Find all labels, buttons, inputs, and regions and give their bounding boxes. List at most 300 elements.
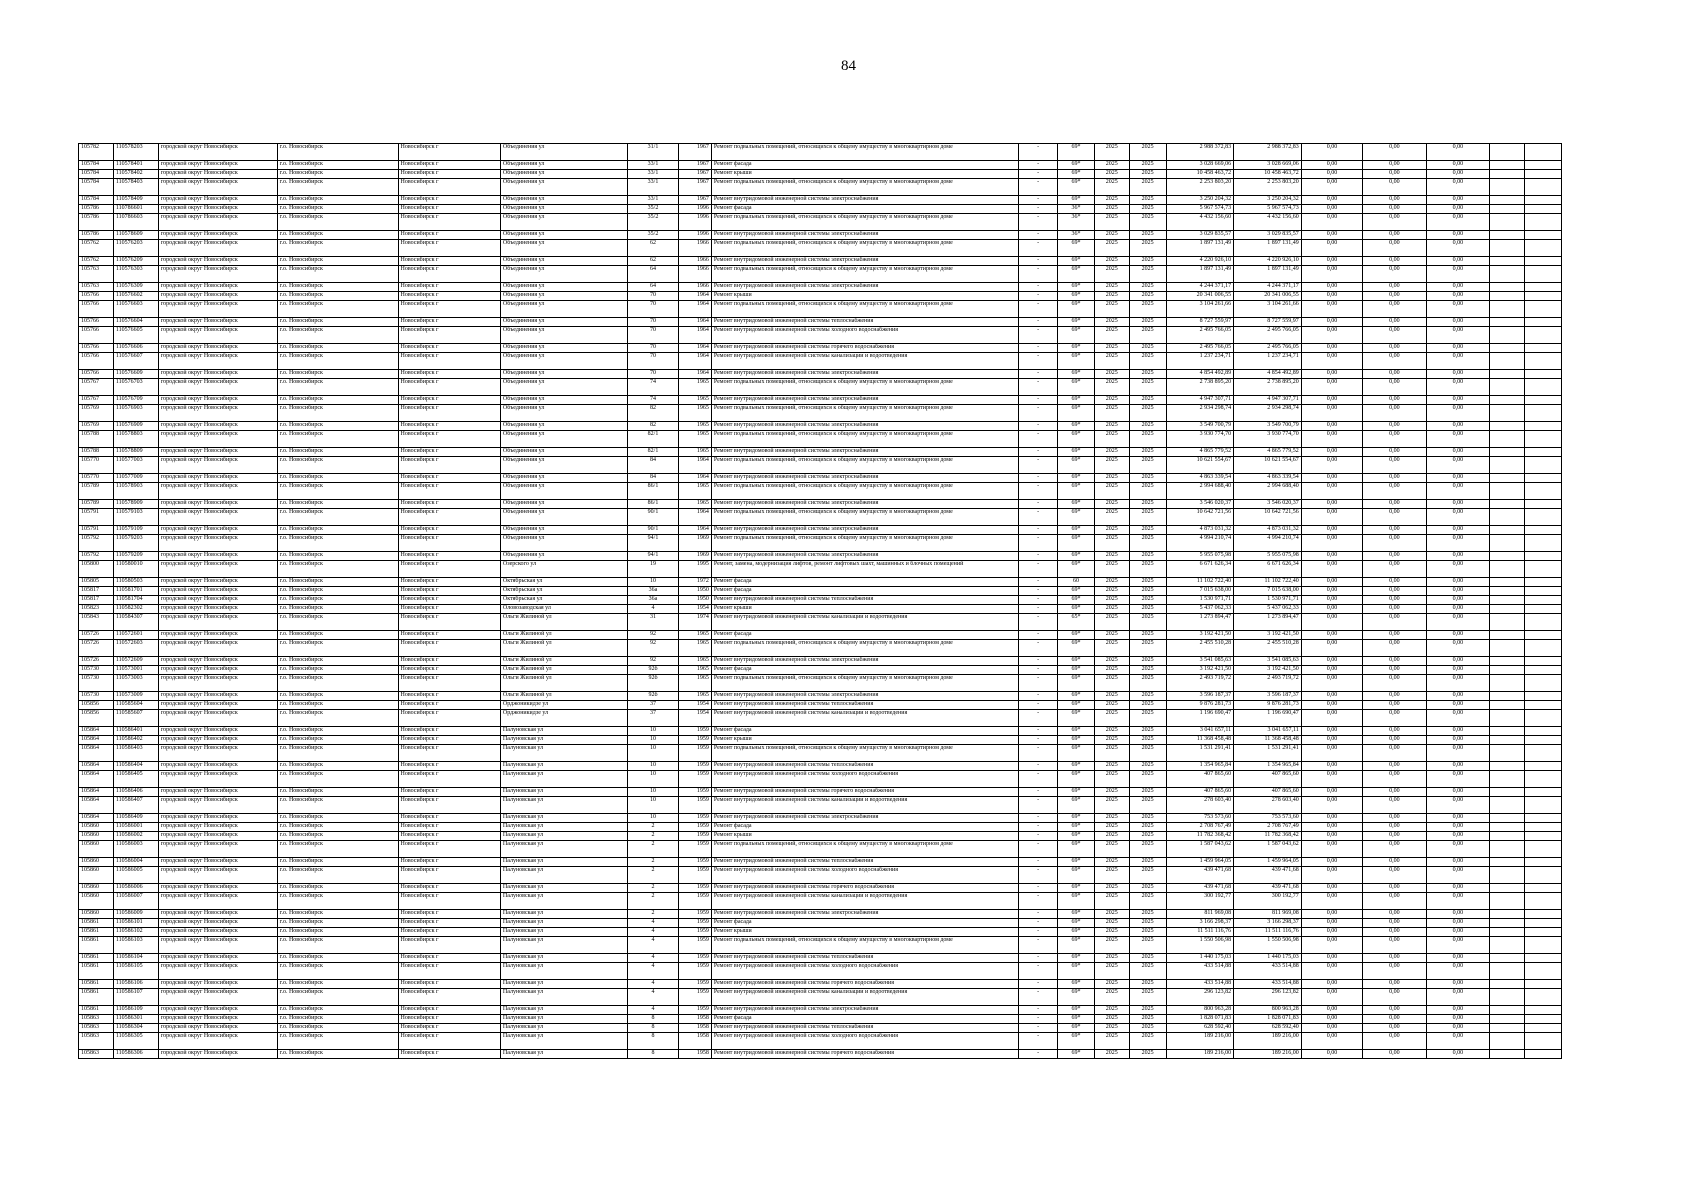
cell-cost-budget-1: 0,00 [1301, 841, 1362, 858]
cell-dash: - [1019, 710, 1058, 727]
cell-cost-budget-2: 0,00 [1363, 640, 1426, 657]
cell-work-id: 110576605 [113, 327, 158, 344]
cell-cost-other: 0,00 [1426, 448, 1489, 457]
capital-repair-table-sheet [78, 143, 1562, 1059]
cell-settlement: г.о. Новосибирск [277, 205, 398, 214]
cell-build-year: 1954 [679, 710, 712, 727]
cell-build-year: 1964 [679, 370, 712, 379]
cell-plan-year-end: 2025 [1129, 266, 1166, 283]
cell-cost-other: 0,00 [1426, 771, 1489, 788]
cell-house-id: 105861 [79, 980, 114, 989]
cell-settlement: г.о. Новосибирск [277, 675, 398, 692]
table-row [79, 240, 1562, 257]
cell-house-id: 105789 [79, 500, 114, 509]
table-row [79, 179, 1562, 196]
cell-work-id: 110578409 [113, 196, 158, 205]
cell-cost-fund: 10 642 721,56 [1234, 509, 1302, 526]
cell-work-id: 110578609 [113, 231, 158, 240]
cell-cost-other: 0,00 [1426, 301, 1489, 318]
cell-street: Объединения ул [500, 379, 627, 396]
cell-plan-year-start: 2025 [1094, 797, 1129, 814]
cell-plan-year-end: 2025 [1129, 144, 1166, 161]
cell-house-number: 36а [627, 587, 678, 596]
cell-plan-year-start: 2025 [1094, 396, 1129, 405]
table-row [79, 231, 1562, 240]
cell-city: Новосибирск г [398, 596, 500, 605]
cell-cost-fund: 3 930 774,70 [1234, 431, 1302, 448]
cell-cost-fund: 1 273 894,47 [1234, 614, 1302, 631]
cell-street: Палуновская ул [500, 745, 627, 762]
cell-house-id: 105860 [79, 823, 114, 832]
cell-work-id: 110578903 [113, 483, 158, 500]
cell-cost-other: 0,00 [1426, 327, 1489, 344]
cell-city: Новосибирск г [398, 1015, 500, 1024]
cell-dash: - [1019, 535, 1058, 552]
cell-cost-fund: 3 250 204,32 [1234, 196, 1302, 205]
cell-cost-fund: 2 495 766,05 [1234, 344, 1302, 353]
cell-settlement: г.о. Новосибирск [277, 666, 398, 675]
cell-dash: - [1019, 353, 1058, 370]
cell-dash: - [1019, 526, 1058, 535]
cell-street: Объединения ул [500, 205, 627, 214]
cell-city: Новосибирск г [398, 526, 500, 535]
cell-cost-total: 5 967 574,73 [1166, 205, 1234, 214]
cell-city: Новосибирск г [398, 937, 500, 954]
cell-city: Новосибирск г [398, 353, 500, 370]
cell-cost-budget-1: 0,00 [1301, 867, 1362, 884]
cell-cost-budget-2: 0,00 [1363, 240, 1426, 257]
cell-cost-fund: 4 220 926,10 [1234, 257, 1302, 266]
cell-street: Палуновская ул [500, 832, 627, 841]
cell-plan-year-end: 2025 [1129, 963, 1166, 980]
cell-cost-budget-2: 0,00 [1363, 561, 1426, 578]
cell-municipality: городской округ Новосибирск [158, 919, 277, 928]
cell-settlement: г.о. Новосибирск [277, 788, 398, 797]
cell-plan-year-end: 2025 [1129, 405, 1166, 422]
cell-work-id: 110581704 [113, 596, 158, 605]
cell-street: Ольги Жилиной ул [500, 675, 627, 692]
cell-street: Объединения ул [500, 344, 627, 353]
cell-cost-other: 0,00 [1426, 231, 1489, 240]
cell-municipality: городской округ Новосибирск [158, 205, 277, 214]
cell-cost-budget-2: 0,00 [1363, 762, 1426, 771]
cell-cost-other: 0,00 [1426, 797, 1489, 814]
cell-plan-year-end: 2025 [1129, 980, 1166, 989]
table-row [79, 396, 1562, 405]
cell-wear-percent: 69* [1058, 640, 1095, 657]
cell-cost-other: 0,00 [1426, 431, 1489, 448]
cell-wear-percent: 69* [1058, 727, 1095, 736]
cell-street: Палуновская ул [500, 954, 627, 963]
cell-street: Объединения ул [500, 500, 627, 509]
cell-cost-total: 10 642 721,56 [1166, 509, 1234, 526]
cell-wear-percent: 69* [1058, 1033, 1095, 1050]
cell-plan-year-end: 2025 [1129, 614, 1166, 631]
cell-municipality: городской округ Новосибирск [158, 561, 277, 578]
cell-plan-year-end: 2025 [1129, 596, 1166, 605]
cell-settlement: г.о. Новосибирск [277, 1050, 398, 1059]
cell-house-id: 105856 [79, 701, 114, 710]
cell-wear-percent: 69* [1058, 474, 1095, 483]
cell-dash: - [1019, 692, 1058, 701]
cell-plan-year-start: 2025 [1094, 240, 1129, 257]
cell-dash: - [1019, 231, 1058, 240]
table-row [79, 841, 1562, 858]
cell-extra-2 [1524, 448, 1561, 457]
cell-cost-other: 0,00 [1426, 1050, 1489, 1059]
cell-municipality: городской округ Новосибирск [158, 701, 277, 710]
cell-dash: - [1019, 666, 1058, 675]
cell-cost-budget-2: 0,00 [1363, 231, 1426, 240]
cell-cost-other: 0,00 [1426, 396, 1489, 405]
cell-cost-total: 5 955 075,98 [1166, 552, 1234, 561]
cell-dash: - [1019, 257, 1058, 266]
cell-work-type: Ремонт внутридомовой инженерной системы горячего водоснабжения [711, 980, 1018, 989]
cell-plan-year-end: 2025 [1129, 457, 1166, 474]
cell-street: Объединения ул [500, 283, 627, 292]
cell-plan-year-start: 2025 [1094, 179, 1129, 196]
cell-house-id: 105864 [79, 797, 114, 814]
cell-build-year: 1950 [679, 587, 712, 596]
cell-settlement: г.о. Новосибирск [277, 327, 398, 344]
cell-municipality: городской округ Новосибирск [158, 1050, 277, 1059]
cell-extra-1 [1490, 797, 1525, 814]
cell-extra-2 [1524, 292, 1561, 301]
cell-work-type: Ремонт внутридомовой инженерной системы холодного водоснабжения [711, 867, 1018, 884]
cell-wear-percent: 69* [1058, 301, 1095, 318]
cell-plan-year-start: 2025 [1094, 814, 1129, 823]
cell-cost-fund: 433 514,88 [1234, 963, 1302, 980]
cell-plan-year-end: 2025 [1129, 736, 1166, 745]
cell-wear-percent: 69* [1058, 884, 1095, 893]
cell-wear-percent: 69* [1058, 841, 1095, 858]
cell-plan-year-start: 2025 [1094, 578, 1129, 587]
cell-cost-fund: 3 546 020,37 [1234, 500, 1302, 509]
cell-dash: - [1019, 919, 1058, 928]
cell-municipality: городской округ Новосибирск [158, 370, 277, 379]
cell-cost-fund: 439 471,68 [1234, 867, 1302, 884]
cell-house-number: 2 [627, 867, 678, 884]
capital-repair-table [78, 143, 1562, 1059]
cell-wear-percent: 69* [1058, 552, 1095, 561]
cell-city: Новосибирск г [398, 858, 500, 867]
cell-cost-total: 3 541 085,63 [1166, 657, 1234, 666]
cell-cost-budget-2: 0,00 [1363, 614, 1426, 631]
cell-settlement: г.о. Новосибирск [277, 457, 398, 474]
table-row [79, 170, 1562, 179]
cell-house-id: 105766 [79, 327, 114, 344]
cell-extra-2 [1524, 405, 1561, 422]
cell-city: Новосибирск г [398, 666, 500, 675]
cell-city: Новосибирск г [398, 266, 500, 283]
cell-cost-total: 10 621 554,67 [1166, 457, 1234, 474]
cell-cost-other: 0,00 [1426, 500, 1489, 509]
cell-settlement: г.о. Новосибирск [277, 483, 398, 500]
cell-house-number: 86/1 [627, 483, 678, 500]
cell-extra-2 [1524, 910, 1561, 919]
cell-cost-total: 3 041 657,11 [1166, 727, 1234, 736]
cell-municipality: городской округ Новосибирск [158, 762, 277, 771]
cell-cost-total: 1 237 234,71 [1166, 353, 1234, 370]
cell-cost-fund: 800 963,28 [1234, 1006, 1302, 1015]
cell-city: Новосибирск г [398, 422, 500, 431]
cell-house-number: 64 [627, 283, 678, 292]
cell-cost-total: 11 102 722,40 [1166, 578, 1234, 587]
cell-extra-2 [1524, 344, 1561, 353]
cell-build-year: 1958 [679, 1033, 712, 1050]
cell-wear-percent: 69* [1058, 457, 1095, 474]
cell-settlement: г.о. Новосибирск [277, 910, 398, 919]
cell-cost-budget-1: 0,00 [1301, 552, 1362, 561]
cell-wear-percent: 69* [1058, 596, 1095, 605]
table-row [79, 928, 1562, 937]
cell-extra-1 [1490, 727, 1525, 736]
cell-city: Новосибирск г [398, 587, 500, 596]
cell-build-year: 1965 [679, 640, 712, 657]
cell-settlement: г.о. Новосибирск [277, 727, 398, 736]
cell-cost-budget-1: 0,00 [1301, 301, 1362, 318]
cell-plan-year-end: 2025 [1129, 814, 1166, 823]
cell-street: Объединения ул [500, 170, 627, 179]
cell-plan-year-start: 2025 [1094, 867, 1129, 884]
cell-settlement: г.о. Новосибирск [277, 771, 398, 788]
cell-work-id: 110586403 [113, 745, 158, 762]
cell-dash: - [1019, 552, 1058, 561]
cell-cost-total: 3 596 187,37 [1166, 692, 1234, 701]
cell-work-id: 110786601 [113, 205, 158, 214]
cell-wear-percent: 69* [1058, 605, 1095, 614]
cell-work-id: 110576609 [113, 370, 158, 379]
cell-cost-budget-2: 0,00 [1363, 788, 1426, 797]
cell-municipality: городской округ Новосибирск [158, 179, 277, 196]
cell-extra-2 [1524, 196, 1561, 205]
cell-house-number: 70 [627, 344, 678, 353]
cell-house-number: 10 [627, 797, 678, 814]
cell-municipality: городской округ Новосибирск [158, 797, 277, 814]
cell-work-type: Ремонт внутридомовой инженерной системы горячего водоснабжения [711, 1050, 1018, 1059]
cell-street: Объединения ул [500, 483, 627, 500]
table-row [79, 1015, 1562, 1024]
cell-extra-2 [1524, 240, 1561, 257]
cell-cost-budget-2: 0,00 [1363, 587, 1426, 596]
cell-plan-year-start: 2025 [1094, 832, 1129, 841]
cell-work-type: Ремонт внутридомовой инженерной системы канализации и водоотведения [711, 989, 1018, 1006]
cell-cost-other: 0,00 [1426, 640, 1489, 657]
cell-cost-budget-2: 0,00 [1363, 910, 1426, 919]
cell-work-type: Ремонт внутридомовой инженерной системы электроснабжения [711, 1006, 1018, 1015]
cell-city: Новосибирск г [398, 771, 500, 788]
cell-plan-year-end: 2025 [1129, 474, 1166, 483]
cell-build-year: 1967 [679, 196, 712, 205]
cell-plan-year-end: 2025 [1129, 552, 1166, 561]
cell-work-id: 110586005 [113, 867, 158, 884]
cell-cost-other: 0,00 [1426, 405, 1489, 422]
cell-wear-percent: 69* [1058, 980, 1095, 989]
cell-municipality: городской округ Новосибирск [158, 614, 277, 631]
cell-municipality: городской округ Новосибирск [158, 954, 277, 963]
cell-extra-1 [1490, 771, 1525, 788]
cell-plan-year-end: 2025 [1129, 910, 1166, 919]
cell-city: Новосибирск г [398, 344, 500, 353]
cell-cost-budget-1: 0,00 [1301, 605, 1362, 614]
cell-house-number: 92б [627, 692, 678, 701]
cell-street: Ольги Жилиной ул [500, 692, 627, 701]
cell-cost-budget-1: 0,00 [1301, 596, 1362, 605]
cell-cost-budget-2: 0,00 [1363, 301, 1426, 318]
cell-cost-total: 11 368 458,48 [1166, 736, 1234, 745]
cell-city: Новосибирск г [398, 396, 500, 405]
cell-work-type: Ремонт внутридомовой инженерной системы канализации и водоотведения [711, 797, 1018, 814]
cell-build-year: 1959 [679, 937, 712, 954]
cell-plan-year-start: 2025 [1094, 301, 1129, 318]
cell-house-id: 105789 [79, 483, 114, 500]
cell-extra-1 [1490, 161, 1525, 170]
cell-cost-total: 1 897 131,49 [1166, 240, 1234, 257]
cell-cost-fund: 278 603,40 [1234, 797, 1302, 814]
table-row [79, 884, 1562, 893]
table-row [79, 457, 1562, 474]
cell-municipality: городской округ Новосибирск [158, 318, 277, 327]
cell-wear-percent: 69* [1058, 1024, 1095, 1033]
cell-cost-budget-2: 0,00 [1363, 771, 1426, 788]
cell-house-id: 105823 [79, 605, 114, 614]
cell-cost-budget-1: 0,00 [1301, 858, 1362, 867]
cell-build-year: 1965 [679, 431, 712, 448]
cell-wear-percent: 69* [1058, 405, 1095, 422]
cell-cost-other: 0,00 [1426, 814, 1489, 823]
cell-dash: - [1019, 405, 1058, 422]
cell-wear-percent: 69* [1058, 535, 1095, 552]
cell-cost-total: 800 963,28 [1166, 1006, 1234, 1015]
cell-extra-1 [1490, 179, 1525, 196]
cell-house-id: 105730 [79, 692, 114, 701]
cell-cost-fund: 189 216,00 [1234, 1033, 1302, 1050]
cell-plan-year-start: 2025 [1094, 841, 1129, 858]
table-row [79, 675, 1562, 692]
cell-plan-year-start: 2025 [1094, 474, 1129, 483]
cell-cost-budget-2: 0,00 [1363, 353, 1426, 370]
cell-cost-total: 439 471,68 [1166, 884, 1234, 893]
cell-work-type: Ремонт внутридомовой инженерной системы теплоснабжения [711, 596, 1018, 605]
cell-work-type: Ремонт внутридомовой инженерной системы канализации и водоотведения [711, 893, 1018, 910]
cell-extra-1 [1490, 483, 1525, 500]
cell-work-id: 110576209 [113, 257, 158, 266]
table-row [79, 893, 1562, 910]
cell-plan-year-end: 2025 [1129, 205, 1166, 214]
cell-street: Ольги Жилиной ул [500, 666, 627, 675]
cell-cost-budget-2: 0,00 [1363, 823, 1426, 832]
cell-house-id: 105726 [79, 657, 114, 666]
cell-house-id: 105861 [79, 1006, 114, 1015]
cell-house-number: 70 [627, 353, 678, 370]
cell-wear-percent: 69* [1058, 327, 1095, 344]
cell-build-year: 1966 [679, 257, 712, 266]
cell-city: Новосибирск г [398, 379, 500, 396]
cell-street: Палуновская ул [500, 771, 627, 788]
cell-extra-2 [1524, 483, 1561, 500]
cell-municipality: городской округ Новосибирск [158, 745, 277, 762]
cell-house-id: 105792 [79, 552, 114, 561]
cell-street: Объединения ул [500, 448, 627, 457]
cell-plan-year-start: 2025 [1094, 1006, 1129, 1015]
cell-house-id: 105861 [79, 954, 114, 963]
cell-extra-1 [1490, 919, 1525, 928]
table-row [79, 596, 1562, 605]
cell-extra-1 [1490, 814, 1525, 823]
cell-street: Объединения ул [500, 396, 627, 405]
cell-settlement: г.о. Новосибирск [277, 1033, 398, 1050]
cell-cost-total: 11 782 368,42 [1166, 832, 1234, 841]
cell-cost-budget-1: 0,00 [1301, 1006, 1362, 1015]
cell-settlement: г.о. Новосибирск [277, 657, 398, 666]
cell-work-type: Ремонт внутридомовой инженерной системы теплоснабжения [711, 701, 1018, 710]
cell-house-number: 4 [627, 954, 678, 963]
cell-plan-year-end: 2025 [1129, 170, 1166, 179]
cell-work-id: 110576703 [113, 379, 158, 396]
cell-house-id: 105766 [79, 318, 114, 327]
cell-cost-other: 0,00 [1426, 858, 1489, 867]
cell-cost-budget-2: 0,00 [1363, 457, 1426, 474]
cell-plan-year-end: 2025 [1129, 692, 1166, 701]
cell-plan-year-end: 2025 [1129, 1033, 1166, 1050]
cell-work-id: 110581701 [113, 587, 158, 596]
cell-plan-year-start: 2025 [1094, 727, 1129, 736]
cell-city: Новосибирск г [398, 631, 500, 640]
cell-municipality: городской округ Новосибирск [158, 788, 277, 797]
cell-extra-1 [1490, 954, 1525, 963]
cell-cost-other: 0,00 [1426, 867, 1489, 884]
cell-dash: - [1019, 431, 1058, 448]
cell-extra-2 [1524, 474, 1561, 483]
cell-dash: - [1019, 500, 1058, 509]
cell-wear-percent: 60 [1058, 578, 1095, 587]
cell-street: Объединения ул [500, 240, 627, 257]
cell-settlement: г.о. Новосибирск [277, 614, 398, 631]
cell-wear-percent: 69* [1058, 919, 1095, 928]
cell-house-number: 70 [627, 327, 678, 344]
cell-work-id: 110586301 [113, 1015, 158, 1024]
cell-dash: - [1019, 266, 1058, 283]
cell-cost-budget-2: 0,00 [1363, 631, 1426, 640]
cell-build-year: 1959 [679, 963, 712, 980]
cell-dash: - [1019, 823, 1058, 832]
cell-house-number: 82/1 [627, 431, 678, 448]
cell-extra-1 [1490, 640, 1525, 657]
cell-house-number: 74 [627, 396, 678, 405]
cell-extra-1 [1490, 578, 1525, 587]
cell-plan-year-start: 2025 [1094, 1033, 1129, 1050]
cell-cost-budget-2: 0,00 [1363, 292, 1426, 301]
cell-house-id: 105864 [79, 771, 114, 788]
cell-extra-1 [1490, 910, 1525, 919]
cell-work-id: 110576607 [113, 353, 158, 370]
cell-work-type: Ремонт подвальных помещений, относящихся к общему имуществу в многоквартирном доме [711, 179, 1018, 196]
cell-cost-fund: 9 876 281,73 [1234, 701, 1302, 710]
cell-settlement: г.о. Новосибирск [277, 884, 398, 893]
cell-cost-fund: 8 727 559,97 [1234, 318, 1302, 327]
cell-dash: - [1019, 657, 1058, 666]
cell-dash: - [1019, 370, 1058, 379]
cell-work-id: 110586103 [113, 937, 158, 954]
cell-work-id: 110586006 [113, 884, 158, 893]
cell-cost-budget-2: 0,00 [1363, 814, 1426, 823]
cell-cost-budget-1: 0,00 [1301, 823, 1362, 832]
cell-wear-percent: 69* [1058, 1015, 1095, 1024]
cell-municipality: городской округ Новосибирск [158, 858, 277, 867]
cell-settlement: г.о. Новосибирск [277, 214, 398, 231]
cell-work-id: 110584307 [113, 614, 158, 631]
cell-build-year: 1965 [679, 405, 712, 422]
